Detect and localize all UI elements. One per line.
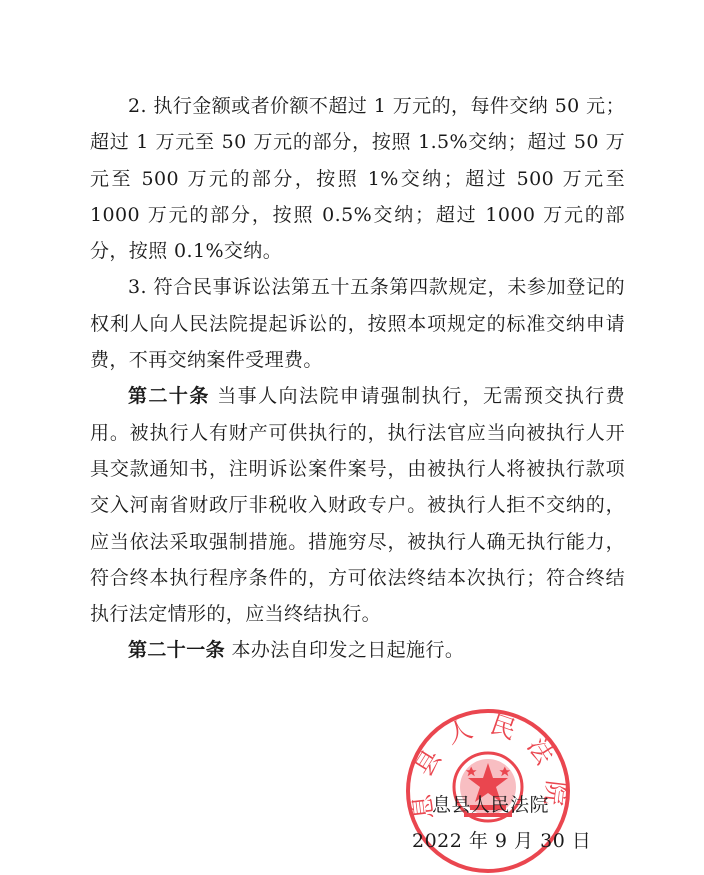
article-20-heading: 第二十条 (128, 385, 210, 408)
paragraph-text: 本办法自印发之日起施行。 (225, 639, 465, 662)
paragraph-article-21 (90, 632, 625, 668)
paragraph-text: 当事人向法院申请强制执行，无需预交执行费用。被执行人有财产可供执行的，执行法官应当向被执行人开具交款通知书，注明诉讼案件案号，由被执行人将被执行款项交入河南省财政厅非税收入财政专户。被执行人拒不交纳的，应当依法采取强制措施。措施穷尽，被执行人确无执行能力，符合终本执行程序条件的，方可依法终结本次执行；符合终结执行法定情形的，应当终结执行。 (90, 385, 625, 626)
article-21-heading: 第二十一条 (128, 639, 226, 662)
paragraph-text: 2. 执行金额或者价额不超过 1 万元的，每件交纳 50 元；超过 1 万元至 50 万元的部分，按照 1.5%交纳；超过 50 万元至 500 万元的部分，按照 1%交纳；超过 500 万元至 1000 万元的部分，按照 0.5%交纳；超过 1000 万元的部分，按照 0.1%交纳。 (90, 95, 625, 263)
paragraph-article-20 (90, 378, 625, 632)
paragraph-fee-item-2 (90, 88, 625, 269)
paragraph-text: 3. 符合民事诉讼法第五十五条第四款规定，未参加登记的权利人向人民法院提起诉讼的，按照本项规定的标准交纳申请费，不再交纳案件受理费。 (90, 276, 625, 372)
document-body (90, 88, 625, 669)
issue-date: 2022 年 9 月 30 日 (412, 830, 592, 852)
seal-arc-text: 息县人民法院 (405, 709, 571, 822)
issuing-organization: 息县人民法院 (432, 794, 550, 816)
paragraph-fee-item-3 (90, 269, 625, 378)
